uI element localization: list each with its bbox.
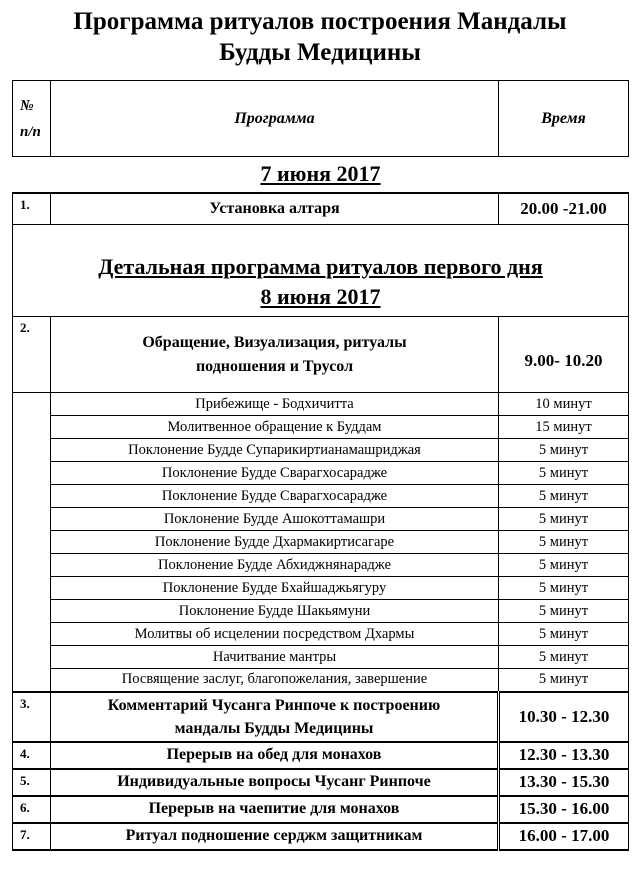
page-title xyxy=(0,6,640,68)
sub-row xyxy=(13,577,629,600)
item-text: Перерыв на обед для монахов xyxy=(51,742,499,769)
title-line-1: Программа ритуалов построения Мандалы xyxy=(73,8,567,35)
sub-time: 5 минут xyxy=(499,531,629,554)
sub-time: 15 минут xyxy=(499,416,629,439)
item-num: 1. xyxy=(13,193,51,225)
sub-row xyxy=(13,416,629,439)
item-text-line-2: подношения и Трусол xyxy=(195,357,354,375)
sub-text: Молитвенное обращение к Буддам xyxy=(51,416,499,439)
sub-text: Поклонение Будде Сварагхосарадже xyxy=(51,485,499,508)
sub-text: Посвящение заслуг, благопожелания, завершение xyxy=(51,669,499,692)
sub-num xyxy=(13,600,51,623)
item-text xyxy=(51,317,499,393)
sub-text: Молитвы об исцелении посредством Дхармы xyxy=(51,623,499,646)
sub-time: 5 минут xyxy=(499,485,629,508)
sub-time: 5 минут xyxy=(499,508,629,531)
item-num: 5. xyxy=(13,769,51,796)
sub-row xyxy=(13,462,629,485)
sub-text: Поклонение Будде Сварагхосарадже xyxy=(51,462,499,485)
item-num: 6. xyxy=(13,796,51,823)
item-text-line-1: Комментарий Чусанга Ринпоче к построению xyxy=(107,696,441,714)
sub-num xyxy=(13,439,51,462)
item-time: 16.00 - 17.00 xyxy=(499,823,629,850)
sub-text: Поклонение Будде Супарикиртианамашриджая xyxy=(51,439,499,462)
item-num: 7. xyxy=(13,823,51,850)
day2-heading-line-1: Детальная программа ритуалов первого дня xyxy=(98,254,543,279)
item-num: 2. xyxy=(13,317,51,393)
table-row xyxy=(13,742,629,769)
item-time: 9.00- 10.20 xyxy=(499,317,629,393)
table-row xyxy=(13,769,629,796)
sub-text: Начитвание мантры xyxy=(51,646,499,669)
sub-time: 5 минут xyxy=(499,554,629,577)
day2-heading-row xyxy=(13,225,629,317)
sub-row xyxy=(13,600,629,623)
sub-text: Поклонение Будде Шакьямуни xyxy=(51,600,499,623)
table-row xyxy=(13,317,629,393)
sub-num xyxy=(13,531,51,554)
sub-row xyxy=(13,623,629,646)
sub-num xyxy=(13,577,51,600)
sub-text: Поклонение Будде Абхиджнянарадже xyxy=(51,554,499,577)
day1-heading: 7 июня 2017 xyxy=(13,157,629,193)
sub-time: 5 минут xyxy=(499,439,629,462)
item-text: Перерыв на чаепитие для монахов xyxy=(51,796,499,823)
item-text: Индивидуальные вопросы Чусанг Ринпоче xyxy=(51,769,499,796)
item-text: Ритуал подношение серджм защитникам xyxy=(51,823,499,850)
sub-time: 5 минут xyxy=(499,462,629,485)
sub-text: Поклонение Будде Дхармакиртисагаре xyxy=(51,531,499,554)
item-time: 20.00 -21.00 xyxy=(499,193,629,225)
item-time: 13.30 - 15.30 xyxy=(499,769,629,796)
sub-text: Поклонение Будде Ашокоттамашри xyxy=(51,508,499,531)
sub-time: 10 минут xyxy=(499,393,629,416)
sub-num xyxy=(13,669,51,692)
header-num-abbr: п/п xyxy=(20,123,41,140)
item-num: 3. xyxy=(13,692,51,742)
title-line-2: Будды Медицины xyxy=(219,39,421,66)
sub-num xyxy=(13,646,51,669)
item-time: 12.30 - 13.30 xyxy=(499,742,629,769)
sub-row xyxy=(13,669,629,692)
header-program: Программа xyxy=(51,81,499,157)
header-time: Время xyxy=(499,81,629,157)
sub-text: Поклонение Будде Бхайшаджьягуру xyxy=(51,577,499,600)
table-header xyxy=(13,81,629,157)
item-time: 15.30 - 16.00 xyxy=(499,796,629,823)
header-num xyxy=(13,81,51,157)
sub-num xyxy=(13,416,51,439)
sub-row xyxy=(13,485,629,508)
day1-heading-row xyxy=(13,157,629,193)
sub-num xyxy=(13,485,51,508)
sub-row xyxy=(13,508,629,531)
sub-num xyxy=(13,554,51,577)
item-text xyxy=(51,692,499,742)
sub-row xyxy=(13,393,629,416)
sub-num xyxy=(13,393,51,416)
item-text-line-2: мандалы Будды Медицины xyxy=(174,719,374,737)
sub-num xyxy=(13,508,51,531)
sub-num xyxy=(13,462,51,485)
sub-time: 5 минут xyxy=(499,669,629,692)
program-table xyxy=(12,80,629,851)
sub-row xyxy=(13,531,629,554)
sub-time: 5 минут xyxy=(499,600,629,623)
day2-heading xyxy=(13,225,629,317)
item-text: Установка алтаря xyxy=(51,193,499,225)
sub-text: Прибежище - Бодхичитта xyxy=(51,393,499,416)
table-row xyxy=(13,823,629,850)
sub-time: 5 минут xyxy=(499,646,629,669)
sub-row xyxy=(13,554,629,577)
sub-row xyxy=(13,439,629,462)
item-text-line-1: Обращение, Визуализация, ритуалы xyxy=(142,333,407,351)
header-num-sign: № xyxy=(20,97,34,114)
sub-time: 5 минут xyxy=(499,623,629,646)
sub-row xyxy=(13,646,629,669)
table-row xyxy=(13,692,629,742)
item-num: 4. xyxy=(13,742,51,769)
table-row xyxy=(13,193,629,225)
sub-time: 5 минут xyxy=(499,577,629,600)
item-time: 10.30 - 12.30 xyxy=(499,692,629,742)
day2-heading-line-2: 8 июня 2017 xyxy=(260,284,381,309)
sub-num xyxy=(13,623,51,646)
table-row xyxy=(13,796,629,823)
